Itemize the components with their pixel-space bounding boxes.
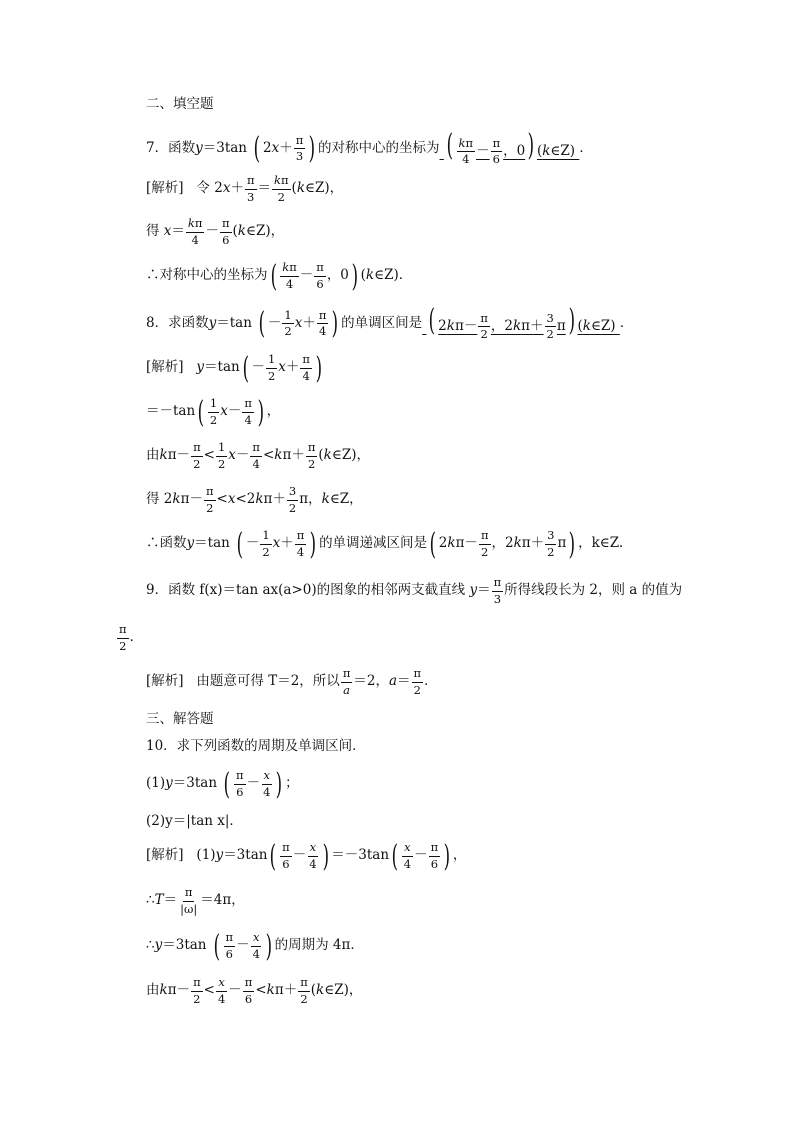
q8-solution-2: ＝－tan ( $\frac{1}{2}$ x － $\frac{\pi}{4}$ ) ，: [146, 394, 281, 430]
q10-part-1: (1) y ＝3tan ( $\frac{\pi}{6}$ － $\frac{x}{4}$ ) ；: [146, 766, 299, 802]
q7-solution-2: 得 x ＝ $\frac{k\pi}{4}$ － $\frac{\pi}{6}$ ( k ∈Z)，: [146, 216, 285, 247]
q10-solution-2: ∴ T ＝ $\frac{\pi}{|\omega|}$ ＝4π，: [146, 885, 245, 916]
q7-solution-3: ∴对称中心的坐标为 ( $\frac{k\pi}{4}$ － $\frac{\pi}{6}$ ，0 ) ( k ∈Z)．: [146, 258, 413, 294]
q10-solution-4: 由 k π－ $\frac{\pi}{2}$ < $\frac{x}{4}$ － $\frac{\pi}{6}$ < k π＋ $\frac{\pi}{2}$ ( k ∈Z)，: [146, 975, 363, 1006]
q10-solution-3: ∴ y ＝3tan ( $\frac{\pi}{6}$ － $\frac{x}{4}$ ) 的周期为 4π．: [146, 928, 364, 964]
q9-solution: [解析] 由题意可得 T＝2，所以 $\frac{\pi}{a}$ ＝2， a ＝ $\frac{\pi}{2}$ ．: [146, 666, 438, 697]
q8-solution-3: 由 k π－ $\frac{\pi}{2}$ < $\frac{1}{2}$ x － $\frac{\pi}{4}$ < k π＋ $\frac{\pi}{2}$ ( k ∈Z)，: [146, 440, 370, 471]
q8-solution-5: ∴函数 y ＝tan ( － $\frac{1}{2}$ x ＋ $\frac{\pi}{4}$ ) 的单调递减区间是 ( 2 k π－ $\frac{\pi}{2}$ ，2 k π＋ $\frac{3}{2}$ π ) ，k∈Z.: [146, 526, 624, 562]
q8-answer: ( 2kπ－ $\frac{\pi}{2}$ ，2kπ＋ $\frac{3}{2}$ π) (k∈Z): [429, 303, 620, 341]
q7-solution-1: [解析] 令 2 x ＋ $\frac{\pi}{3}$ ＝ $\frac{k\pi}{2}$ ( k ∈Z)，: [146, 173, 344, 204]
q7-question: 7．函数 y＝3tan ( 2 x ＋ $\frac{\pi}{3}$ ) 的对称中心的坐标为 ( $\frac{k\pi}{4}$ － $\frac{\pi}{6}$ ，0) (k∈Z) ．: [146, 128, 593, 167]
q9-question: 9．函数 f(x)＝tan ax(a>0)的图象的相邻两支截直线 y ＝ $\frac{\pi}{3}$ 所得线段长为 2，则 a 的值为: [146, 575, 683, 606]
q7-answer: ( $\frac{k\pi}{4}$ － $\frac{\pi}{6}$ ，0) (k∈Z): [446, 128, 580, 166]
section-fill-blank-title: 二、填空题: [146, 96, 214, 112]
section-answer-title: 三、解答题: [146, 711, 214, 727]
q10-part-2: (2)y＝|tan x|．: [146, 813, 243, 829]
q9-answer-line: $\frac{\pi}{2}$ ．: [116, 624, 143, 652]
q8-question: 8．求函数 y＝tan ( － $\frac{1}{2}$ x ＋ $\frac{\pi}{4}$ ) 的单调区间是 ( 2kπ－ $\frac{\pi}{2}$ ，2kπ＋ $\frac{3}{2}$ π) (k∈Z) ．: [146, 303, 634, 342]
q9-answer: $\frac{\pi}{2}$: [119, 622, 127, 653]
q8-solution-4: 得 2 k π－ $\frac{\pi}{2}$ < x <2 k π＋ $\frac{3}{2}$ π， k ∈Z，: [146, 484, 363, 515]
q10-solution-1: [解析] (1) y ＝3tan ( $\frac{\pi}{6}$ － $\frac{x}{4}$ ) ＝－3tan ( $\frac{x}{4}$ － $\frac{\pi}{6}$ ) ，: [146, 838, 467, 874]
q10-question: 10．求下列函数的周期及单调区间．: [146, 738, 366, 754]
q8-solution-1: [解析] y ＝tan ( － $\frac{1}{2}$ x ＋ $\frac{\pi}{4}$ ): [146, 350, 323, 386]
